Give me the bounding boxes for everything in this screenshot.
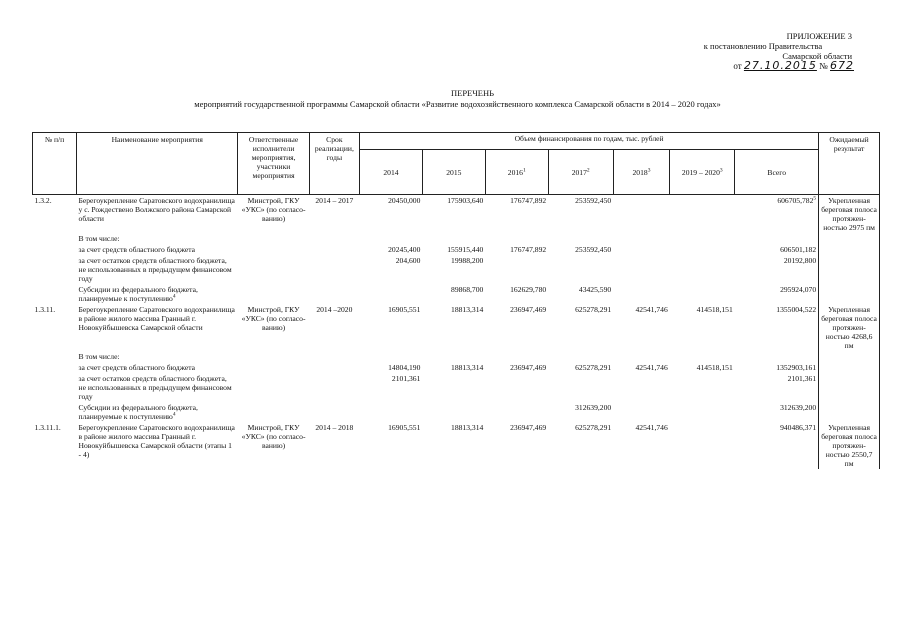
table-row [33,255,880,284]
row-value [670,255,735,284]
header-num: № п/п [33,133,77,195]
row-number: 1.3.2. [34,196,52,205]
header-term: Срок реализации, годы [309,133,359,195]
row-value: 414518,151 [696,363,733,372]
annex-region: Самарской области [782,51,852,61]
row-value [485,233,548,244]
row-name: Берегоукрепление Саратовского водохранилища у с. Рождествено Волжского района Самарской области [78,196,235,223]
header-year: 2014 [360,150,423,195]
row-value [485,351,548,362]
row-responsible [238,284,309,304]
row-number [33,351,77,362]
row-value: 606501,182 [780,245,817,254]
row-value: 42541,746 [635,423,668,432]
header-year: 2016$^1$ [485,150,548,195]
row-responsible: Минстрой, ГКУ «УКС» (по согласо-ванию) [241,423,306,450]
row-value: 236947,469 [510,363,547,372]
table-row [33,244,880,255]
row-value [613,233,670,244]
table-row [33,402,880,422]
row-value: 16905,551 [388,305,421,314]
row-value [360,284,423,304]
row-result: Укрепленная береговая полоса протяжен-ностью 2975 пм [819,195,880,234]
row-value: 204,600 [395,256,421,265]
title-subheading: мероприятий государственной программы Самарской области «Развитие водохозяйственного комплекса Самарской области в 2014 – 2020 годах» [194,99,721,109]
row-value: 625278,291 [575,305,612,314]
row-responsible: Минстрой, ГКУ «УКС» (по согласо-ванию) [241,305,306,332]
row-value: 20450,000 [388,196,421,205]
row-value [422,373,485,402]
row-value: 625278,291 [575,363,612,372]
row-term [309,362,359,373]
row-term [309,402,359,422]
document-title [0,88,905,110]
row-number [33,362,77,373]
row-result [819,373,880,402]
annex-date: 27.10.2015 [743,59,817,72]
row-value [670,244,735,255]
row-value: 1352903,161 [776,363,817,372]
row-value: 155915,440 [447,245,484,254]
row-name: Берегоукрепление Саратовского водохранилища в районе жилого массива Гранный г. Новокуйбышевска Самарской области (этапы 1 - 4) [78,423,235,459]
row-number [33,373,77,402]
row-name: Берегоукрепление Саратовского водохранилища в районе жилого массива Гранный г. Новокуйбышевска Самарской области [78,305,235,332]
row-value: 312639,200 [780,403,817,412]
row-value: 1355004,522 [776,305,817,314]
title-heading: ПЕРЕЧЕНЬ [451,88,494,98]
annex-number: 672 [830,59,854,72]
row-number [33,255,77,284]
row-value: 625278,291 [575,423,612,432]
row-term [309,373,359,402]
row-value [422,351,485,362]
row-value [548,255,613,284]
row-value: 606705,782$^5$ [777,195,817,205]
row-value [613,373,670,402]
row-value [613,195,670,234]
row-value [735,351,819,362]
row-value: 43425,590 [578,285,612,294]
row-value [485,255,548,284]
row-value [548,373,613,402]
row-value: 176747,892 [510,196,547,205]
row-value [613,244,670,255]
row-value [735,233,819,244]
row-number [33,244,77,255]
row-name: за счет средств областного бюджета [78,245,195,254]
row-value [360,351,423,362]
row-responsible [238,351,309,362]
row-value: 42541,746 [635,305,668,314]
row-responsible [238,244,309,255]
table-row [33,233,880,244]
row-result: Укрепленная береговая полоса протяжен-ностью 4268,6 пм [819,304,880,351]
header-year: 2018$^3$ [613,150,670,195]
row-value [670,195,735,234]
row-value: 176747,892 [510,245,547,254]
row-name: Субсидии из федерального бюджета, планируемые к поступлению$^4$ [78,285,198,303]
row-value [613,284,670,304]
row-value: 236947,469 [510,305,547,314]
row-value: 175903,640 [447,196,484,205]
row-value: 312639,200 [575,403,612,412]
row-name: Субсидии из федерального бюджета, планируемые к поступлению$^4$ [78,403,198,421]
row-value: 236947,469 [510,423,547,432]
row-responsible [238,402,309,422]
row-value: 18813,314 [451,363,484,372]
row-value: 42541,746 [635,363,668,372]
row-name: В том числе: [78,234,120,243]
table-row [33,195,880,234]
row-number [33,284,77,304]
table-row [33,351,880,362]
row-responsible [238,362,309,373]
row-value [670,351,735,362]
row-name: за счет остатков средств областного бюджета, не использованных в предыдущем финансовом году [78,374,232,401]
row-result [819,351,880,362]
row-value: 19988,200 [451,256,484,265]
row-term [309,244,359,255]
row-result [819,284,880,304]
row-value [548,233,613,244]
header-resp: Ответственные исполнители мероприятия, участники мероприятия [238,133,309,195]
row-value [613,255,670,284]
row-value: 414518,151 [696,305,733,314]
row-name: за счет остатков средств областного бюджета, не использованных в предыдущем финансовом году [78,256,232,283]
row-value: 162629,780 [510,285,547,294]
row-value: 253592,450 [575,196,612,205]
row-term [309,233,359,244]
annex-title: ПРИЛОЖЕНИЕ 3 [786,31,852,41]
row-value: 18813,314 [451,423,484,432]
row-value [485,373,548,402]
row-term: 2014 –2020 [316,305,353,314]
row-responsible: Минстрой, ГКУ «УКС» (по согласо-ванию) [241,196,306,223]
row-result: Укрепленная береговая полоса протяжен-ностью 2550,7 пм [819,422,880,469]
row-name: за счет средств областного бюджета [78,363,195,372]
table-row [33,373,880,402]
table-row [33,362,880,373]
header-funding: Объем финансирования по годам, тыс. рублей [360,133,819,150]
header-year: 2017$^2$ [548,150,613,195]
row-number: 1.3.11. [34,305,56,314]
row-value: 16905,551 [388,423,421,432]
row-value [613,402,670,422]
row-name: В том числе: [78,352,120,361]
header-year: 2015 [422,150,485,195]
row-responsible [238,373,309,402]
row-value: 18813,314 [451,305,484,314]
annex-date-row: от 27.10.2015 № 672 [733,59,854,72]
row-term [309,351,359,362]
row-value: 2101,361 [391,374,421,383]
table-row [33,304,880,351]
table-row [33,422,880,469]
row-value [422,233,485,244]
row-value [548,351,613,362]
row-value [670,402,735,422]
header-year: 2019 – 2020$^3$ [670,150,735,195]
row-value: 253592,450 [575,245,612,254]
row-term [309,255,359,284]
row-value: 2101,361 [787,374,817,383]
row-term: 2014 – 2017 [315,196,354,205]
annex-decree: к постановлению Правительства [703,41,823,51]
row-value [360,402,423,422]
row-value: 14804,190 [388,363,421,372]
row-result [819,233,880,244]
table-row [33,284,880,304]
row-number [33,233,77,244]
row-value [670,233,735,244]
row-number: 1.3.11.1. [34,423,61,432]
row-value [485,402,548,422]
row-value [422,402,485,422]
row-number [33,402,77,422]
row-value [360,233,423,244]
row-value [670,284,735,304]
row-result [819,362,880,373]
row-value [670,422,735,469]
header-year: Всего [735,150,819,195]
row-result [819,244,880,255]
row-term [309,284,359,304]
funding-table [32,132,880,469]
row-responsible [238,233,309,244]
row-value: 940486,371 [780,423,817,432]
row-value: 89868,700 [451,285,484,294]
row-value: 20245,400 [388,245,421,254]
header-result: Ожидаемый результат [819,133,880,195]
header-name: Наименование мероприятия [77,133,238,195]
row-responsible [238,255,309,284]
row-value: 20192,800 [783,256,817,265]
row-result [819,402,880,422]
annex-block [668,31,858,71]
row-value: 295924,070 [780,285,817,294]
row-value [613,351,670,362]
row-value [670,373,735,402]
row-result [819,255,880,284]
row-term: 2014 – 2018 [315,423,354,432]
